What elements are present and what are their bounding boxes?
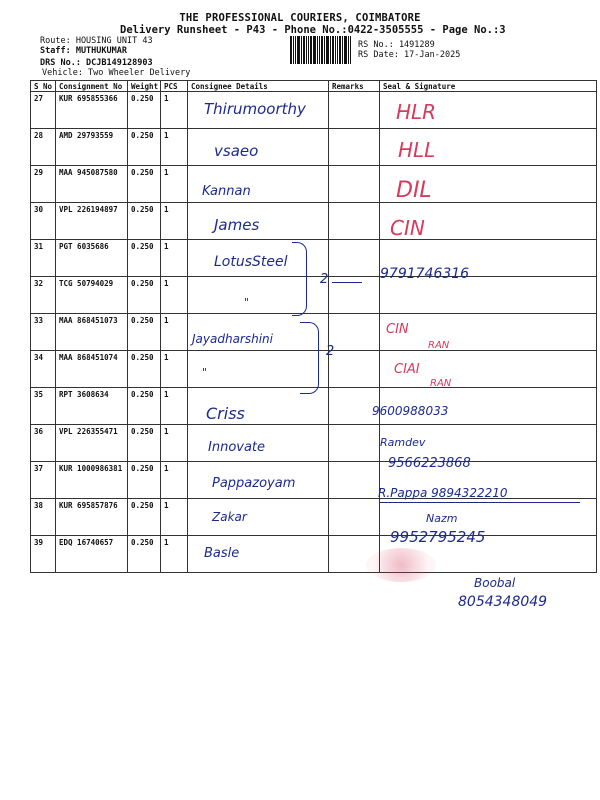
cell-consignment: VPL 226194897 <box>56 203 128 240</box>
cell-sno: 32 <box>31 277 56 314</box>
hw-sign-34b: RAN <box>430 378 452 389</box>
company-name: THE PROFESSIONAL COURIERS, COIMBATORE <box>179 12 421 24</box>
bracket-rows-33-34 <box>300 322 319 394</box>
remark-arrow <box>332 282 362 283</box>
hw-sign-34a: CIAI <box>394 362 420 377</box>
cell-weight: 0.250 <box>128 92 161 129</box>
cell-pcs: 1 <box>161 388 188 425</box>
barcode-bar <box>350 36 351 64</box>
table-row <box>31 166 597 203</box>
hw-consignee-36: Innovate <box>208 440 266 455</box>
col-consignment: Consignment No <box>56 81 128 92</box>
hw-consignee-32: " <box>244 296 250 309</box>
cell-pcs: 1 <box>161 462 188 499</box>
table-row <box>31 203 597 240</box>
cell-pcs: 1 <box>161 536 188 573</box>
barcode-bar <box>313 36 316 64</box>
barcode-bar <box>290 36 292 64</box>
barcode-bar <box>326 36 329 64</box>
barcode-bar <box>330 36 331 64</box>
col-seal: Seal & Signature <box>380 81 597 92</box>
table-row <box>31 388 597 425</box>
hw-consignee-33: Jayadharshini <box>192 332 273 346</box>
barcode-bar <box>321 36 323 64</box>
hw-sign-28: HLL <box>398 138 436 162</box>
cell-sno: 37 <box>31 462 56 499</box>
hw-consignee-31: LotusSteel <box>214 254 288 270</box>
cell-consignment: KUR 695857876 <box>56 499 128 536</box>
cell-consignment: KUR 695855366 <box>56 92 128 129</box>
cell-consignment: EDQ 16740657 <box>56 536 128 573</box>
cell-weight: 0.250 <box>128 425 161 462</box>
barcode-bar <box>297 36 300 64</box>
hw-sign-35: 9600988033 <box>372 404 449 418</box>
hw-consignee-37: Pappazoyam <box>212 476 296 491</box>
cell-remarks <box>329 203 380 240</box>
cell-remarks <box>329 425 380 462</box>
hw-sign-38b: 9952795245 <box>390 528 486 546</box>
cell-consignment: RPT 3608634 <box>56 388 128 425</box>
cell-sno: 33 <box>31 314 56 351</box>
cell-weight: 0.250 <box>128 388 161 425</box>
table-row <box>31 425 597 462</box>
cell-pcs: 1 <box>161 92 188 129</box>
cell-weight: 0.250 <box>128 462 161 499</box>
hw-sign-33a: CIN <box>386 322 409 337</box>
barcode-bar <box>308 36 309 64</box>
rs-number: RS No.: 1491289 <box>358 40 435 50</box>
barcode-bar <box>335 36 336 64</box>
barcode <box>290 36 352 64</box>
barcode-bar <box>348 36 349 64</box>
table-row <box>31 240 597 277</box>
barcode-bar <box>332 36 334 64</box>
cell-sno: 39 <box>31 536 56 573</box>
runsheet-subtitle: Delivery Runsheet - P43 - Phone No.:0422-3505555 - Page No.:3 <box>120 24 506 36</box>
cell-consignment: TCG 50794029 <box>56 277 128 314</box>
cell-pcs: 1 <box>161 129 188 166</box>
cell-consignment: MAA 868451073 <box>56 314 128 351</box>
cell-weight: 0.250 <box>128 351 161 388</box>
cell-seal-signature <box>380 314 597 351</box>
barcode-bar <box>342 36 343 64</box>
barcode-bar <box>319 36 320 64</box>
cell-remarks <box>329 314 380 351</box>
hw-remark-33: 2 <box>326 344 335 359</box>
table-row <box>31 277 597 314</box>
barcode-bar <box>324 36 325 64</box>
cell-seal-signature <box>380 277 597 314</box>
hw-sign-27: HLR <box>396 100 437 124</box>
cell-weight: 0.250 <box>128 203 161 240</box>
cell-consignee-details <box>188 277 329 314</box>
barcode-bar <box>337 36 338 64</box>
staff-label: Staff: MUTHUKUMAR <box>40 46 127 56</box>
cell-consignment: MAA 945087580 <box>56 166 128 203</box>
table-header-row <box>31 81 597 92</box>
col-sno: S No <box>31 81 56 92</box>
cell-consignment: VPL 226355471 <box>56 425 128 462</box>
cell-consignment: KUR 1000986381 <box>56 462 128 499</box>
cell-weight: 0.250 <box>128 240 161 277</box>
hw-sign-33b: RAN <box>428 340 450 351</box>
col-remarks: Remarks <box>329 81 380 92</box>
smudged-stamp <box>366 548 436 582</box>
hw-sign-31: 9791746316 <box>380 266 470 282</box>
barcode-bar <box>317 36 318 64</box>
hw-consignee-35: Criss <box>206 404 245 423</box>
hw-sign-37: R.Pappa 9894322210 <box>378 486 508 500</box>
hw-consignee-29: Kannan <box>202 184 251 199</box>
cell-weight: 0.250 <box>128 499 161 536</box>
cell-remarks <box>329 462 380 499</box>
cell-weight: 0.250 <box>128 129 161 166</box>
cell-remarks <box>329 166 380 203</box>
table-row <box>31 462 597 499</box>
hw-sign-36a: Ramdev <box>380 436 426 449</box>
col-pcs: PCS <box>161 81 188 92</box>
cell-remarks <box>329 499 380 536</box>
table-row <box>31 92 597 129</box>
cell-sno: 34 <box>31 351 56 388</box>
hw-remark-31: 2 <box>320 272 329 287</box>
cell-pcs: 1 <box>161 314 188 351</box>
cell-pcs: 1 <box>161 499 188 536</box>
hw-sign-29: DIL <box>396 178 432 203</box>
hw-sign-38a: Nazm <box>426 512 458 525</box>
barcode-bar <box>301 36 302 64</box>
table-row <box>31 536 597 573</box>
cell-pcs: 1 <box>161 166 188 203</box>
route-label: Route: HOUSING UNIT 43 <box>40 36 153 46</box>
cell-remarks <box>329 129 380 166</box>
barcode-bar <box>295 36 296 64</box>
col-weight: Weight <box>128 81 161 92</box>
cell-consignee-details <box>188 499 329 536</box>
hw-consignee-38: Zakar <box>212 510 247 524</box>
cell-sno: 31 <box>31 240 56 277</box>
cell-sno: 27 <box>31 92 56 129</box>
hw-consignee-34: " <box>202 366 208 379</box>
cell-weight: 0.250 <box>128 314 161 351</box>
vehicle-label: Vehicle: Two Wheeler Delivery <box>42 68 191 78</box>
cell-pcs: 1 <box>161 425 188 462</box>
cell-remarks <box>329 240 380 277</box>
cell-remarks <box>329 92 380 129</box>
cell-sno: 28 <box>31 129 56 166</box>
hw-consignee-28: vsaeo <box>214 142 259 160</box>
barcode-bar <box>310 36 312 64</box>
hw-sign-39a: Boobal <box>474 576 516 590</box>
cell-pcs: 1 <box>161 277 188 314</box>
col-consignee: Consignee Details <box>188 81 329 92</box>
sign-37-underline <box>380 502 580 503</box>
cell-weight: 0.250 <box>128 536 161 573</box>
barcode-bar <box>344 36 347 64</box>
cell-weight: 0.250 <box>128 277 161 314</box>
hw-consignee-39: Basle <box>204 546 240 561</box>
cell-weight: 0.250 <box>128 166 161 203</box>
cell-remarks <box>329 351 380 388</box>
cell-sno: 29 <box>31 166 56 203</box>
hw-sign-36b: 9566223868 <box>388 456 471 471</box>
barcode-bar <box>303 36 305 64</box>
drs-number: DRS No.: DCJB149128903 <box>40 58 153 68</box>
hw-sign-30: CIN <box>390 216 425 240</box>
cell-sno: 36 <box>31 425 56 462</box>
cell-consignment: AMD 29793559 <box>56 129 128 166</box>
table-row <box>31 129 597 166</box>
cell-consignment: MAA 868451074 <box>56 351 128 388</box>
cell-sno: 38 <box>31 499 56 536</box>
hw-consignee-30: James <box>214 216 260 234</box>
hw-consignee-27: Thirumoorthy <box>204 100 306 118</box>
cell-sno: 35 <box>31 388 56 425</box>
hw-sign-39b: 8054348049 <box>458 594 548 610</box>
cell-pcs: 1 <box>161 240 188 277</box>
cell-pcs: 1 <box>161 203 188 240</box>
cell-pcs: 1 <box>161 351 188 388</box>
cell-consignment: PGT 6035686 <box>56 240 128 277</box>
cell-sno: 30 <box>31 203 56 240</box>
bracket-rows-31-32 <box>292 242 307 316</box>
rs-date: RS Date: 17-Jan-2025 <box>358 50 461 60</box>
table-row <box>31 499 597 536</box>
barcode-bar <box>293 36 294 64</box>
barcode-bar <box>339 36 341 64</box>
barcode-bar <box>306 36 307 64</box>
